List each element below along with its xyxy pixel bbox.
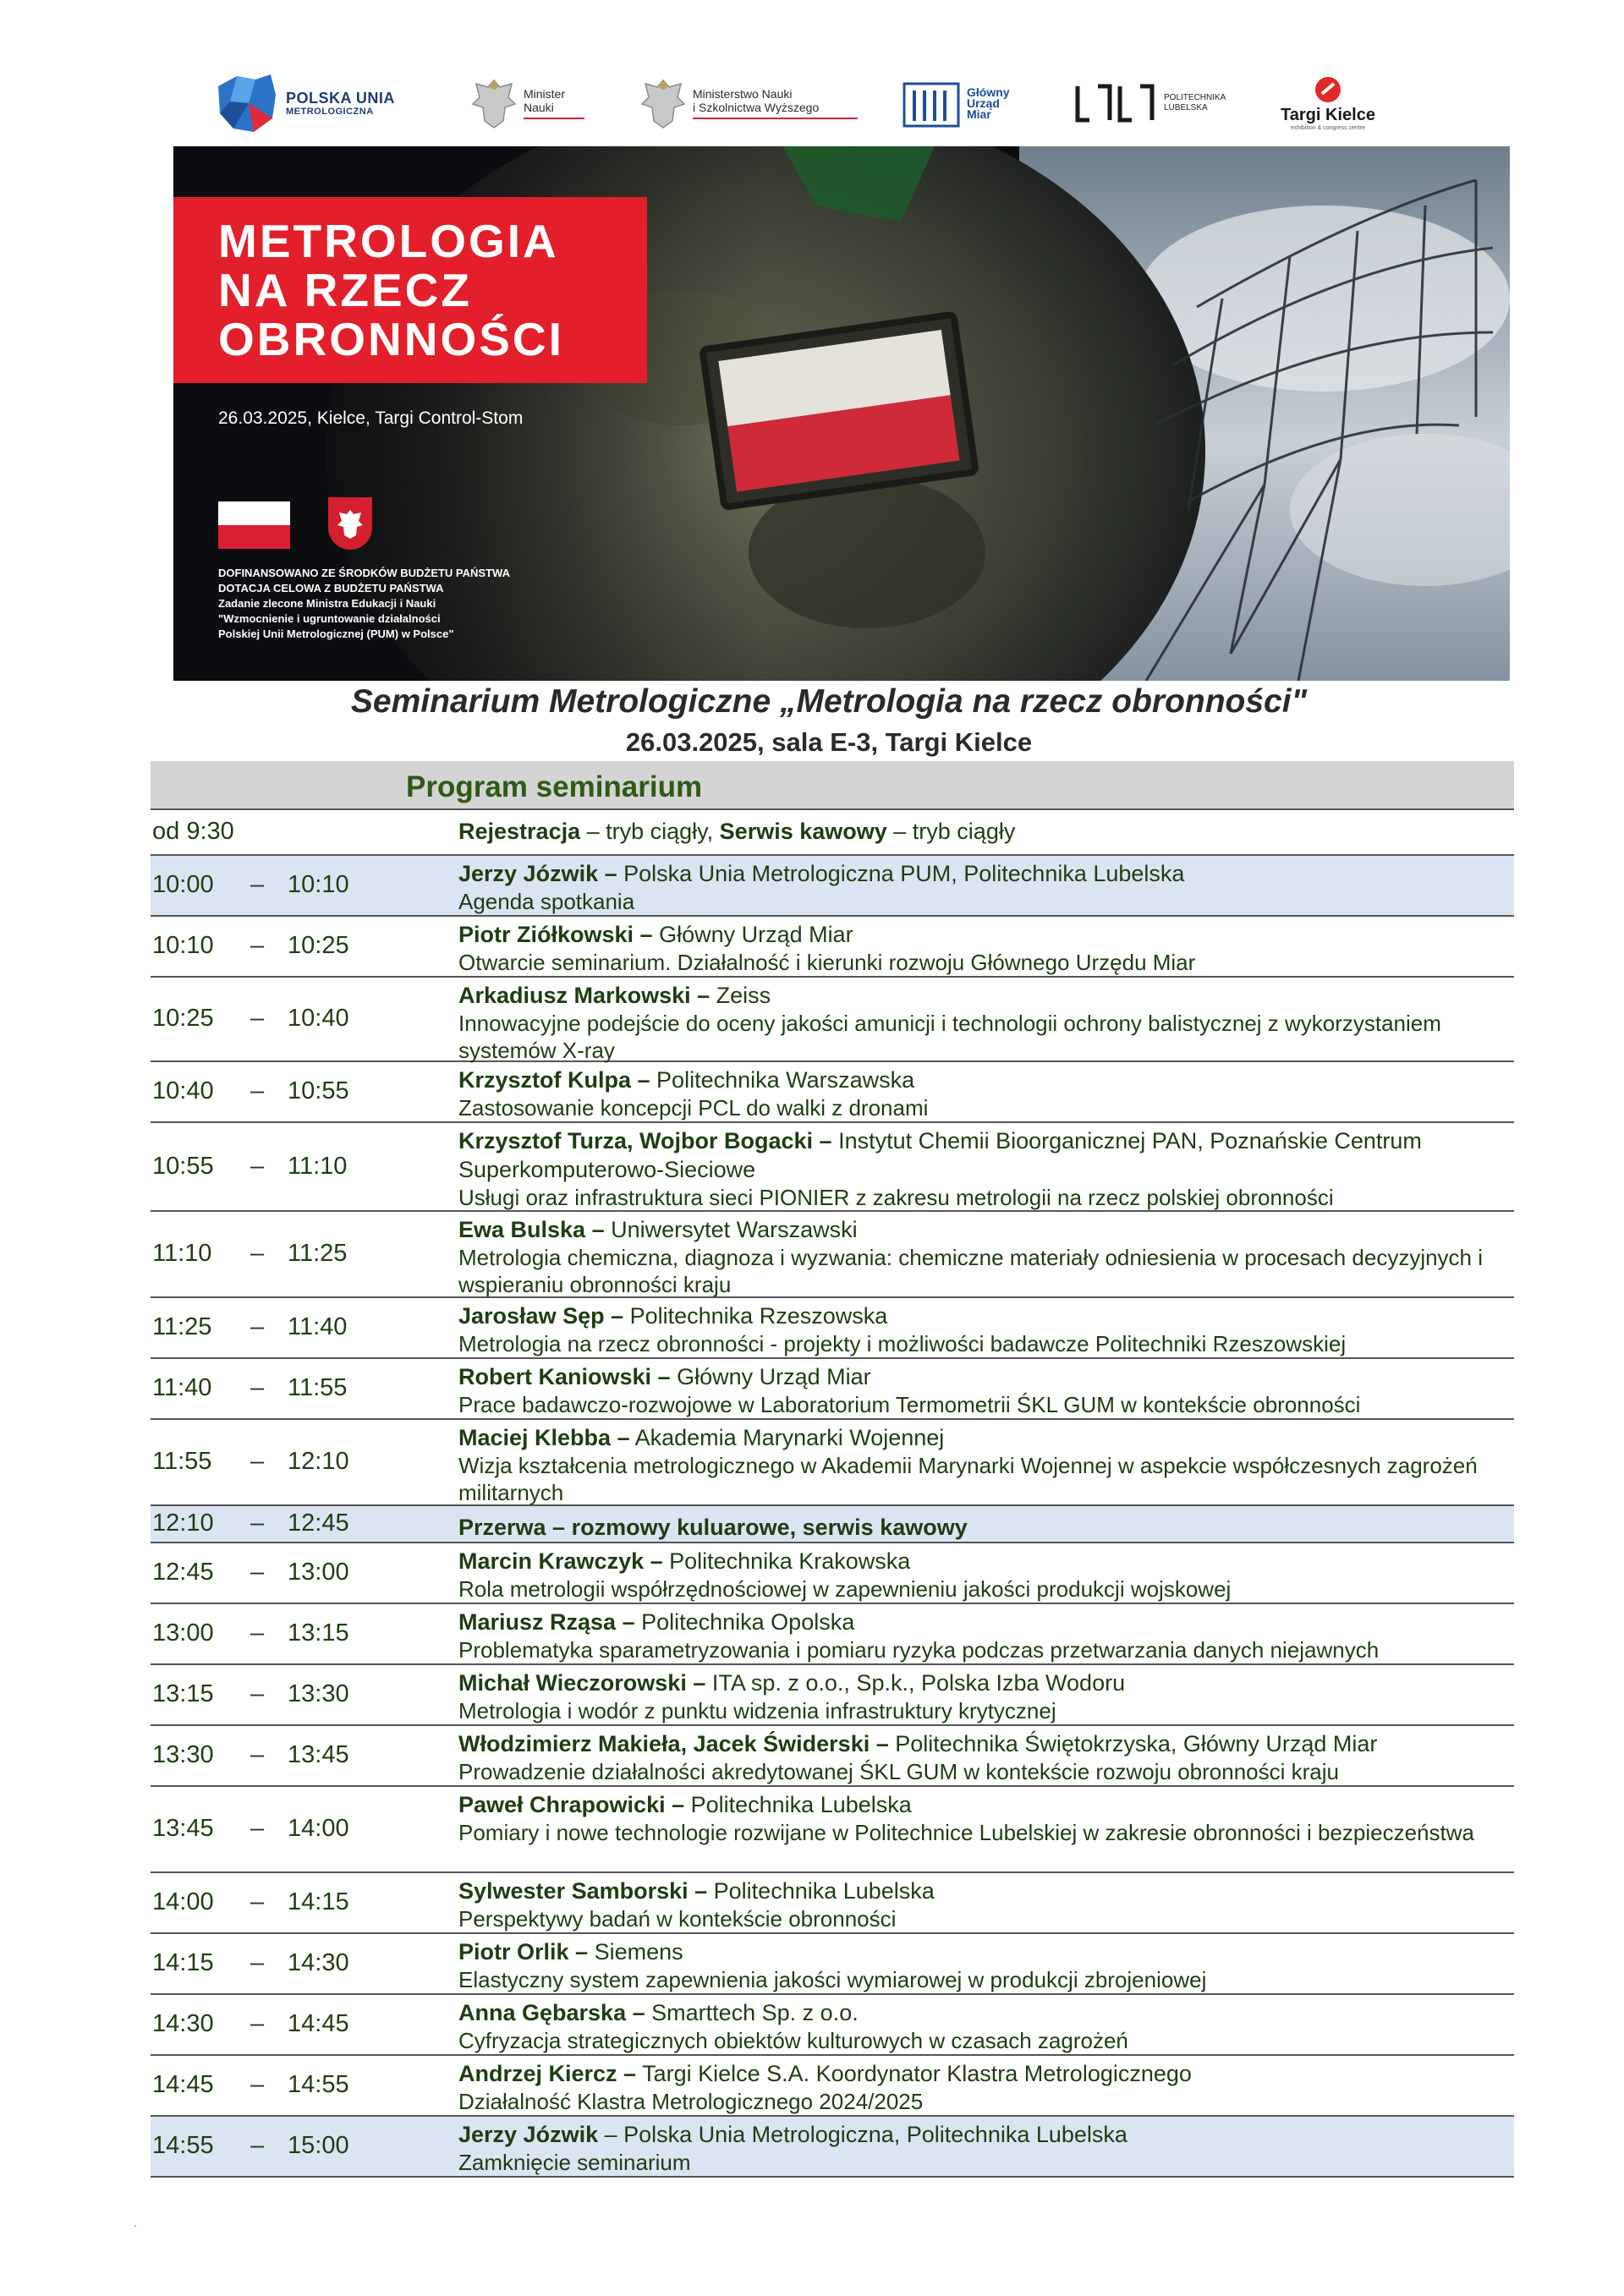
- talk-title: Zastosowanie koncepcji PCL do walki z dronami: [458, 1095, 929, 1121]
- session-content: [458, 1126, 1509, 1211]
- session-label: Serwis kawowy: [719, 819, 887, 844]
- time-start: 10:00: [152, 871, 214, 898]
- time-end: 14:30: [288, 1949, 349, 1976]
- session-content: [458, 2120, 1509, 2176]
- speaker-affiliation: Politechnika Lubelska: [684, 1792, 912, 1817]
- targi-sub: exhibition & congress centre: [1291, 125, 1365, 131]
- time-end: 14:00: [288, 1815, 349, 1842]
- speaker-affiliation: Zeiss: [710, 983, 771, 1008]
- time-dash: –: [250, 1949, 265, 1976]
- speaker-name: Włodzimierz Makieła, Jacek Świderski –: [458, 1731, 889, 1756]
- targi-circle-icon: [1314, 75, 1342, 104]
- time-end: 15:00: [288, 2132, 349, 2159]
- time-dash: –: [250, 1619, 265, 1647]
- funding-line: Polskiej Unii Metrologicznej (PUM) w Polsce": [218, 627, 454, 640]
- time-end: 13:15: [288, 1619, 349, 1647]
- time-end: 11:25: [288, 1240, 348, 1267]
- program-row: [151, 1934, 1514, 1995]
- program-row: [151, 1506, 1514, 1543]
- talk-title: Metrologia chemiczna, diagnoza i wyzwania: chemiczne materiały odniesienia w procesach decyzyjnych i wspieraniu obronności kraju: [458, 1245, 1484, 1297]
- time-dash: –: [250, 1152, 265, 1180]
- speaker-name: Anna Gębarska –: [458, 2000, 645, 2025]
- time-end: 14:45: [288, 2010, 349, 2037]
- pum-line2: METROLOGICZNA: [286, 106, 374, 117]
- time-end: 14:15: [288, 1888, 349, 1915]
- speaker-name: Arkadiusz Markowski –: [458, 983, 710, 1008]
- banner-date-place: 26.03.2025, Kielce, Targi Control-Stom: [218, 408, 524, 428]
- talk-title: Innowacyjne podejście do oceny jakości amunicji i technologii ochrony balistycznej z wykorzystaniem systemów X-ray: [458, 1011, 1441, 1063]
- time-end: 10:25: [288, 932, 349, 959]
- program-row: [151, 1726, 1514, 1787]
- talk-title: Pomiary i nowe technologie rozwijane w Politechnice Lubelskiej w zakresie obronności i bezpieczeństwa: [458, 1820, 1474, 1845]
- speaker-name: Paweł Chrapowicki –: [458, 1792, 685, 1817]
- time-start: 11:40: [152, 1374, 212, 1401]
- time-start: 11:55: [152, 1448, 212, 1475]
- speaker-name: Andrzej Kiercz –: [458, 2061, 637, 2086]
- program-row: [151, 1359, 1514, 1420]
- session-content: [458, 2059, 1509, 2115]
- ministerstwo-line2: i Szkolnictwa Wyższego: [693, 101, 820, 114]
- logo-pum: [211, 61, 395, 145]
- time-end: 11:40: [288, 1313, 348, 1340]
- gum-building-icon: [901, 75, 962, 131]
- speaker-name: Krzysztof Kulpa –: [458, 1067, 650, 1093]
- pl-line1: POLITECHNIKA: [1164, 93, 1226, 102]
- program-row: [151, 1298, 1514, 1359]
- logo-ministerstwo: [639, 61, 858, 145]
- session-content: [458, 1215, 1509, 1298]
- speaker-name: Jarosław Sęp –: [458, 1303, 624, 1329]
- ministerstwo-underline: [693, 118, 858, 119]
- program-row: [151, 2117, 1514, 2178]
- ministerstwo-line1: Ministerstwo Nauki: [693, 87, 793, 101]
- targi-name: Targi Kielce: [1281, 106, 1375, 124]
- time-start: 12:10: [152, 1510, 214, 1537]
- program-row: [151, 1062, 1514, 1123]
- time-end: 13:30: [288, 1680, 349, 1707]
- program-row: [151, 917, 1514, 978]
- banner-title-line2: NA RZECZ: [218, 264, 472, 316]
- talk-title: Wizja kształcenia metrologicznego w Akademii Marynarki Wojennej w aspekcie współczesnych zagrożeń militarnych: [458, 1453, 1478, 1505]
- footer-mark: .: [134, 2216, 137, 2229]
- eagle-emblem-icon: [469, 75, 518, 131]
- speaker-affiliation: Politechnika Krakowska: [662, 1548, 911, 1574]
- funding-line: DOTACJA CELOWA Z BUDŻETU PAŃSTWA: [218, 582, 444, 595]
- time-end: 10:10: [288, 871, 349, 898]
- speaker-name: Jerzy Józwik –: [458, 861, 617, 886]
- time-dash: –: [250, 1510, 265, 1537]
- time-dash: –: [250, 1240, 265, 1267]
- speaker-name: Krzysztof Turza, Wojbor Bogacki –: [458, 1128, 832, 1153]
- time-start: 13:30: [152, 1741, 214, 1768]
- speaker-name: Jerzy Józwik: [458, 2122, 599, 2147]
- speaker-name: Maciej Klebba –: [458, 1425, 630, 1450]
- program-row: [151, 1873, 1514, 1934]
- time-end: 10:55: [288, 1077, 349, 1104]
- eagle-emblem-icon: [328, 497, 372, 550]
- time-dash: –: [250, 1313, 265, 1340]
- speaker-affiliation: Akademia Marynarki Wojennej: [629, 1425, 945, 1450]
- time-dash: –: [250, 871, 265, 898]
- logo-politechnika-lubelska: [1073, 61, 1226, 145]
- program-row: [151, 1995, 1514, 2056]
- time-dash: –: [250, 1077, 265, 1104]
- talk-title: Otwarcie seminarium. Działalność i kierunki rozwoju Głównego Urzędu Miar: [458, 950, 1196, 975]
- speaker-affiliation: ITA sp. z o.o., Sp.k., Polska Izba Wodoru: [705, 1670, 1126, 1696]
- time-start: 14:15: [152, 1949, 214, 1976]
- talk-title: Prowadzenie działalności akredytowanej ŚKL GUM w kontekście rozwoju obronności kraju: [458, 1759, 1339, 1784]
- time-dash: –: [250, 1815, 265, 1842]
- polish-flag-icon: [218, 501, 290, 549]
- speaker-name: Piotr Orlik –: [458, 1939, 589, 1964]
- time-dash: –: [250, 1680, 265, 1707]
- program-row: [151, 2056, 1514, 2117]
- speaker-name: Przerwa – rozmowy kuluarowe, serwis kawowy: [458, 1515, 968, 1540]
- speaker-affiliation: Polska Unia Metrologiczna PUM, Politechnika Lubelska: [617, 861, 1185, 886]
- speaker-affiliation: Politechnika Opolska: [634, 1609, 855, 1635]
- time-end: 14:55: [288, 2071, 349, 2098]
- session-content: [458, 859, 1509, 915]
- time-end: 13:45: [288, 1741, 349, 1768]
- time-dash: –: [250, 1374, 265, 1401]
- minister-line1: Minister: [524, 87, 566, 101]
- speaker-affiliation: Politechnika Lubelska: [707, 1878, 935, 1904]
- speaker-name: Rejestracja: [458, 819, 581, 844]
- pum-line1: POLSKA UNIA: [286, 89, 395, 107]
- talk-title: Agenda spotkania: [458, 889, 635, 914]
- session-content: [458, 1423, 1509, 1506]
- funding-line: DOFINANSOWANO ZE ŚRODKÓW BUDŻETU PAŃSTWA: [218, 567, 510, 579]
- time-start: 13:45: [152, 1815, 214, 1842]
- speaker-affiliation: Politechnika Świętokrzyska, Główny Urząd Miar: [888, 1731, 1378, 1756]
- time-dash: –: [250, 2010, 265, 2037]
- session-content: [458, 1608, 1509, 1663]
- event-banner: [173, 146, 1510, 681]
- speaker-affiliation: Główny Urząd Miar: [652, 922, 853, 947]
- partner-logos: [211, 61, 1396, 145]
- time-end: 12:45: [288, 1510, 349, 1537]
- speaker-affiliation: Główny Urząd Miar: [670, 1364, 871, 1389]
- speaker-affiliation: – tryb ciągły,: [580, 819, 720, 844]
- speaker-affiliation: Politechnika Rzeszowska: [623, 1303, 888, 1329]
- logo-minister-nauki: [469, 61, 584, 145]
- time-end: 13:00: [288, 1559, 349, 1586]
- session-content: [458, 1790, 1509, 1846]
- funding-notice: [218, 566, 510, 642]
- time-start: 10:40: [152, 1077, 214, 1104]
- program-row: [151, 810, 1514, 856]
- talk-title: Prace badawczo-rozwojowe w Laboratorium Termometrii ŚKL GUM w kontekście obronności: [458, 1392, 1361, 1417]
- time-dash: –: [250, 1448, 265, 1475]
- speaker-name: Michał Wieczorowski –: [458, 1670, 706, 1696]
- program-row: [151, 978, 1514, 1062]
- speaker-affiliation: Politechnika Warszawska: [650, 1067, 915, 1093]
- time-start: 11:25: [152, 1313, 212, 1340]
- talk-title: Elastyczny system zapewnienia jakości wymiarowej w produkcji zbrojeniowej: [458, 1967, 1207, 1992]
- session-content: [458, 1301, 1509, 1357]
- seminar-title: Seminarium Metrologiczne „Metrologia na rzecz obronności": [350, 683, 1308, 720]
- banner-title-line3: OBRONNOŚCI: [218, 313, 564, 365]
- session-content: [458, 920, 1509, 976]
- time-start: 14:45: [152, 2071, 214, 2098]
- gum-line3: Miar: [967, 107, 991, 121]
- time-end: 11:10: [288, 1152, 348, 1180]
- time-end: 10:40: [288, 1005, 349, 1032]
- logo-targi-kielce: [1269, 61, 1387, 145]
- time-start: 13:15: [152, 1680, 214, 1707]
- session-content: [458, 1998, 1509, 2054]
- time-start: od 9:30: [152, 818, 234, 845]
- time-start: 11:10: [152, 1240, 212, 1267]
- pum-map-icon: [211, 69, 279, 137]
- gum-line2: Urząd: [967, 96, 1000, 110]
- time-dash: –: [250, 1741, 265, 1768]
- program-row: [151, 1543, 1514, 1604]
- program-row: [151, 1787, 1514, 1873]
- session-content: [458, 817, 1509, 846]
- time-start: 14:30: [152, 2010, 214, 2037]
- program-row: [151, 1123, 1514, 1212]
- minister-line2: Nauki: [524, 101, 554, 114]
- time-dash: –: [250, 2132, 265, 2159]
- session-content: [458, 1669, 1509, 1724]
- program-row: [151, 1604, 1514, 1665]
- banner-title: [218, 216, 564, 364]
- speaker-name: Ewa Bulska –: [458, 1217, 605, 1242]
- eagle-emblem-icon: [639, 75, 688, 131]
- funding-line: "Wzmocnienie i ugruntowanie działalności: [218, 612, 441, 625]
- banner-title-line1: METROLOGIA: [218, 215, 559, 267]
- speaker-name: Marcin Krawczyk –: [458, 1548, 663, 1574]
- speaker-affiliation: Smarttech Sp. z o.o.: [645, 2000, 859, 2025]
- program-header-label: Program seminarium: [406, 770, 703, 803]
- time-start: 14:00: [152, 1888, 214, 1915]
- speaker-name: Piotr Ziółkowski –: [458, 922, 653, 947]
- program-row: [151, 1212, 1514, 1298]
- time-start: 12:45: [152, 1559, 214, 1586]
- time-start: 10:25: [152, 1005, 214, 1032]
- session-content: [458, 981, 1509, 1064]
- talk-title: Usługi oraz infrastruktura sieci PIONIER z zakresu metrologii na rzecz polskiej obronności: [458, 1185, 1334, 1210]
- speaker-name: Mariusz Rząsa –: [458, 1609, 635, 1635]
- time-start: 14:55: [152, 2132, 214, 2159]
- talk-title: Metrologia i wodór z punktu widzenia infrastruktury krytycznej: [458, 1698, 1056, 1723]
- program-table: [151, 761, 1514, 2178]
- program-header: [151, 761, 1514, 810]
- session-content: [458, 1362, 1509, 1418]
- funding-line: Zadanie zlecone Ministra Edukacji i Nauki: [218, 597, 436, 610]
- program-row: [151, 1665, 1514, 1726]
- time-dash: –: [250, 2071, 265, 2098]
- time-dash: –: [250, 1005, 265, 1032]
- speaker-name: Robert Kaniowski –: [458, 1364, 671, 1389]
- logo-gum: [901, 61, 1010, 145]
- session-content: [458, 1513, 1509, 1542]
- talk-title: Perspektywy badań w kontekście obronności: [458, 1906, 897, 1932]
- pl-brackets-icon: [1073, 78, 1157, 129]
- program-row: [151, 1420, 1514, 1506]
- talk-title: Cyfryzacja strategicznych obiektów kulturowych w czasach zagrożeń: [458, 2028, 1128, 2053]
- speaker-affiliation: Targi Kielce S.A. Koordynator Klastra Metrologicznego: [636, 2061, 1192, 2086]
- session-content: [458, 1066, 1509, 1121]
- time-start: 10:10: [152, 932, 214, 959]
- time-end: 12:10: [288, 1448, 349, 1475]
- program-row: [151, 856, 1514, 917]
- speaker-name: Sylwester Samborski –: [458, 1878, 708, 1904]
- pl-line2: LUBELSKA: [1164, 103, 1208, 112]
- gum-line1: Główny: [967, 85, 1010, 99]
- speaker-affiliation: Siemens: [588, 1939, 683, 1964]
- session-content: [458, 1729, 1509, 1785]
- speaker-affiliation: – Polska Unia Metrologiczna, Politechnika Lubelska: [598, 2122, 1127, 2147]
- speaker-affiliation: Instytut Chemii Bioorganicznej PAN, Poznańskie Centrum Superkomputerowo-Sieciowe: [458, 1128, 1422, 1182]
- session-content: [458, 1547, 1509, 1603]
- minister-underline: [524, 118, 584, 119]
- talk-title: Rola metrologii współrzędnościowej w zapewnieniu jakości produkcji wojskowej: [458, 1576, 1232, 1602]
- talk-title: Metrologia na rzecz obronności - projekty i możliwości badawcze Politechniki Rzeszowskiej: [458, 1331, 1347, 1356]
- time-dash: –: [250, 1888, 265, 1915]
- time-dash: –: [250, 932, 265, 959]
- time-start: 13:00: [152, 1619, 214, 1647]
- time-dash: –: [250, 1559, 265, 1586]
- session-content: [458, 1877, 1509, 1932]
- speaker-affiliation: Uniwersytet Warszawski: [604, 1217, 858, 1242]
- session-mode: – tryb ciągły: [886, 819, 1016, 844]
- program-rows: [151, 810, 1514, 2178]
- talk-title: Zamknięcie seminarium: [458, 2150, 691, 2175]
- talk-title: Działalność Klastra Metrologicznego 2024/2025: [458, 2089, 924, 2114]
- session-content: [458, 1937, 1509, 1993]
- seminar-subtitle: 26.03.2025, sala E-3, Targi Kielce: [625, 727, 1033, 757]
- talk-title: Problematyka sparametryzowania i pomiaru ryzyka podczas przetwarzania danych niejawnych: [458, 1637, 1380, 1663]
- time-start: 10:55: [152, 1152, 214, 1180]
- time-end: 11:55: [288, 1374, 348, 1401]
